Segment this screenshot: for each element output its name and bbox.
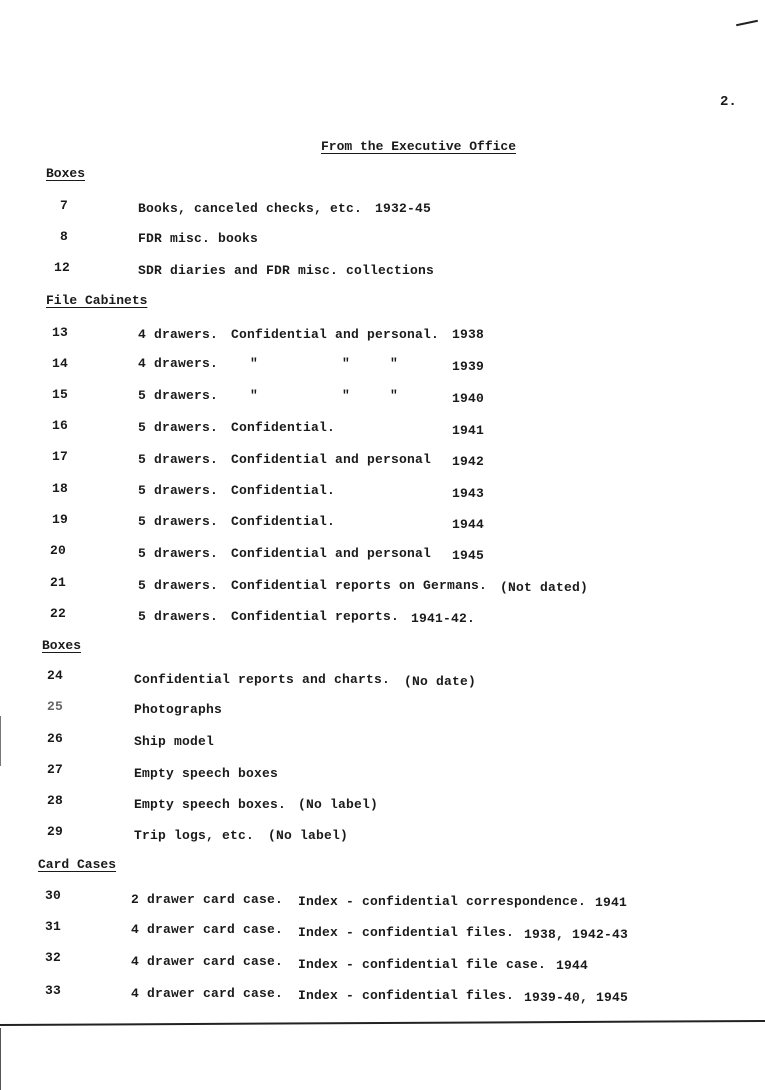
item-number: 21 <box>50 575 67 590</box>
item-description: 2 drawer card case. <box>131 892 284 907</box>
item-drawers: 4 drawers. <box>138 356 219 371</box>
item-year: 1940 <box>452 391 485 406</box>
item-note: (No date) <box>404 674 477 689</box>
item-number: 33 <box>45 983 62 998</box>
item-number: 28 <box>47 793 64 808</box>
section-heading-file-cabinets: File Cabinets <box>46 293 148 308</box>
item-description: Confidential and personal <box>231 546 432 561</box>
item-drawers: 5 drawers. <box>138 546 219 561</box>
left-edge-mark <box>0 1028 1 1090</box>
item-drawers: 5 drawers. <box>138 388 219 403</box>
item-number: 30 <box>45 888 62 903</box>
item-description: Photographs <box>134 702 223 717</box>
item-number: 27 <box>47 762 64 777</box>
item-description: 4 drawer card case. <box>131 954 284 969</box>
item-year: 1941-42. <box>411 611 476 626</box>
item-description: 4 drawer card case. <box>131 922 284 937</box>
section-heading-card-cases: Card Cases <box>38 857 117 872</box>
item-number: 22 <box>50 606 67 621</box>
item-description: FDR misc. books <box>138 231 259 246</box>
item-drawers: 5 drawers. <box>138 514 219 529</box>
item-number: 16 <box>52 418 69 433</box>
item-number: 18 <box>52 481 69 496</box>
item-description: Confidential and personal <box>231 452 432 467</box>
item-number: 13 <box>52 325 69 340</box>
ditto-mark: " <box>342 388 351 403</box>
ditto-mark: " <box>250 388 259 403</box>
ditto-mark: " <box>342 356 351 371</box>
corner-pen-mark <box>736 20 758 27</box>
item-year: 1944 <box>556 958 589 973</box>
item-number: 20 <box>50 543 67 558</box>
item-drawers: 5 drawers. <box>138 483 219 498</box>
item-number: 31 <box>45 919 62 934</box>
item-index: Index - confidential file case. <box>298 957 547 972</box>
item-year: (Not dated) <box>500 580 589 595</box>
item-drawers: 5 drawers. <box>138 420 219 435</box>
item-description: Empty speech boxes. <box>134 797 287 812</box>
item-description: Confidential reports. <box>231 609 400 624</box>
ditto-mark: " <box>390 388 399 403</box>
ditto-mark: " <box>250 356 259 371</box>
item-year: 1932-45 <box>375 201 432 216</box>
page-number: 2. <box>720 94 737 110</box>
item-number: 15 <box>52 387 69 402</box>
item-drawers: 4 drawers. <box>138 327 219 342</box>
item-description: Confidential. <box>231 420 336 435</box>
item-description: 4 drawer card case. <box>131 986 284 1001</box>
item-number: 8 <box>60 229 69 244</box>
item-drawers: 5 drawers. <box>138 609 219 624</box>
page-title: From the Executive Office <box>321 139 517 154</box>
item-description: Empty speech boxes <box>134 766 279 781</box>
item-number: 32 <box>45 950 62 965</box>
item-description: Confidential reports and charts. <box>134 672 391 687</box>
section-heading-boxes-2: Boxes <box>42 638 82 653</box>
item-number: 25 <box>47 699 64 714</box>
item-number: 29 <box>47 824 64 839</box>
item-description: Confidential. <box>231 514 336 529</box>
item-number: 14 <box>52 356 69 371</box>
left-edge-mark-upper <box>0 716 1 766</box>
item-number: 26 <box>47 731 64 746</box>
item-index: Index - confidential files. <box>298 988 515 1003</box>
item-year: 1945 <box>452 548 485 563</box>
item-note: (No label) <box>298 797 379 812</box>
item-year: 1943 <box>452 486 485 501</box>
item-drawers: 5 drawers. <box>138 578 219 593</box>
section-heading-boxes: Boxes <box>46 166 86 181</box>
item-year: 1942 <box>452 454 485 469</box>
item-number: 7 <box>60 198 69 213</box>
ditto-mark: " <box>390 356 399 371</box>
item-year: 1938, 1942-43 <box>524 927 629 942</box>
item-number: 17 <box>52 449 69 464</box>
item-year: 1938 <box>452 327 485 342</box>
item-number: 12 <box>54 260 71 275</box>
item-description: SDR diaries and FDR misc. collections <box>138 263 435 278</box>
item-number: 19 <box>52 512 69 527</box>
item-note: (No label) <box>268 828 349 843</box>
item-description: Confidential and personal. <box>231 327 440 342</box>
item-description: Confidential reports on Germans. <box>231 578 488 593</box>
item-drawers: 5 drawers. <box>138 452 219 467</box>
item-description: Ship model <box>134 734 215 749</box>
item-year: 1939 <box>452 359 485 374</box>
item-year: 1944 <box>452 517 485 532</box>
item-description: Confidential. <box>231 483 336 498</box>
item-index: Index - confidential files. <box>298 925 515 940</box>
item-year: 1939-40, 1945 <box>524 990 629 1005</box>
item-number: 24 <box>47 668 64 683</box>
item-year: 1941 <box>595 895 628 910</box>
item-year: 1941 <box>452 423 485 438</box>
item-description: Trip logs, etc. <box>134 828 255 843</box>
item-index: Index - confidential correspondence. <box>298 894 587 909</box>
item-description: Books, canceled checks, etc. <box>138 201 363 216</box>
bottom-rule <box>0 1020 765 1026</box>
